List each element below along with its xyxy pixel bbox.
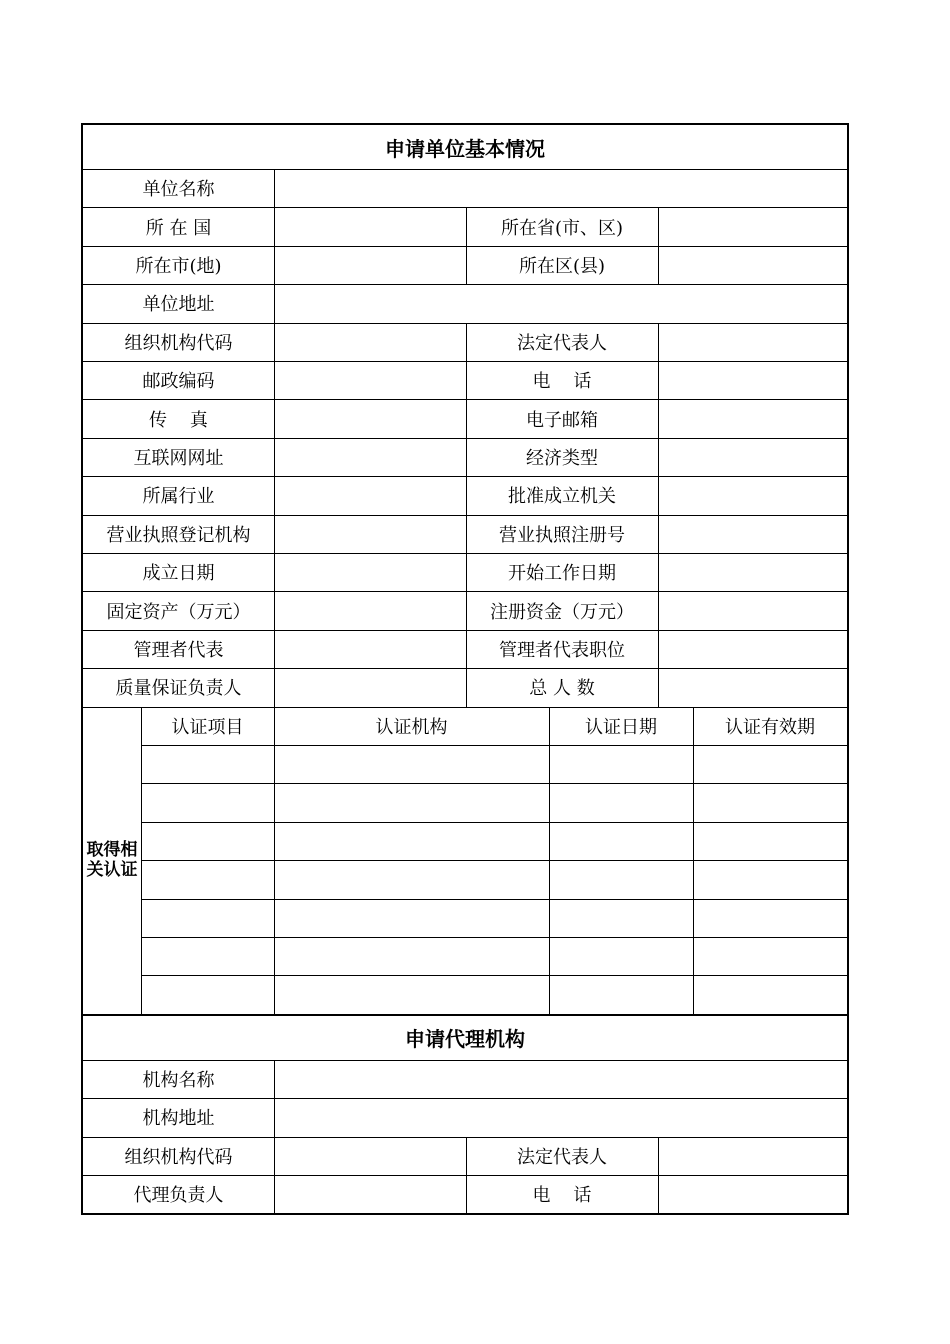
field-label: 质量保证负责人 — [115, 678, 242, 700]
certification-input[interactable] — [275, 783, 549, 821]
field-label: 经济类型 — [526, 447, 598, 469]
input-field[interactable] — [275, 1098, 847, 1136]
certification-input[interactable] — [550, 745, 693, 783]
input-field[interactable] — [659, 246, 847, 284]
input-field[interactable] — [275, 284, 847, 322]
field-label: 组织机构代码 — [124, 1146, 233, 1168]
certification-input[interactable] — [694, 783, 847, 821]
input-field[interactable] — [275, 1060, 847, 1098]
field-label: 总 人 数 — [529, 678, 595, 700]
certification-input[interactable] — [694, 822, 847, 860]
certification-input[interactable] — [550, 783, 693, 821]
certification-header: 认证有效期 — [725, 716, 815, 738]
input-field[interactable] — [659, 323, 847, 361]
input-field[interactable] — [275, 207, 466, 245]
field-label: 电子邮箱 — [526, 409, 598, 431]
certification-input[interactable] — [142, 745, 274, 783]
field-label: 机构名称 — [142, 1069, 215, 1091]
certification-side-label: 取得相关认证 — [86, 840, 138, 881]
input-field[interactable] — [659, 630, 847, 668]
certification-header: 认证机构 — [375, 716, 448, 738]
field-label: 注册资金（万元） — [490, 601, 634, 623]
field-label: 所在市(地) — [135, 255, 222, 277]
field-label: 所在区(县) — [518, 255, 606, 277]
input-field[interactable] — [659, 553, 847, 591]
certification-input[interactable] — [550, 860, 693, 898]
input-field[interactable] — [659, 207, 847, 245]
certification-input[interactable] — [694, 937, 847, 975]
certification-input[interactable] — [142, 975, 274, 1013]
field-label: 所在省(市、区) — [500, 217, 624, 239]
certification-input[interactable] — [275, 899, 549, 937]
field-label: 互联网网址 — [133, 447, 224, 469]
certification-input[interactable] — [275, 975, 549, 1013]
field-label: 成立日期 — [142, 563, 215, 585]
field-label: 机构地址 — [142, 1108, 215, 1130]
certification-input[interactable] — [142, 822, 274, 860]
section-title-agency: 申请代理机构 — [405, 1027, 525, 1052]
field-label: 电 话 — [532, 371, 592, 393]
field-label: 组织机构代码 — [124, 332, 233, 354]
field-label: 批准成立机关 — [508, 486, 616, 508]
field-label: 传 真 — [149, 409, 208, 431]
input-field[interactable] — [659, 399, 847, 437]
certification-input[interactable] — [550, 899, 693, 937]
input-field[interactable] — [275, 1175, 466, 1213]
input-field[interactable] — [275, 169, 847, 207]
field-label: 固定资产（万元） — [106, 601, 251, 623]
field-label: 所 在 国 — [145, 217, 212, 239]
input-field[interactable] — [275, 630, 466, 668]
certification-header: 认证项目 — [171, 716, 244, 738]
certification-input[interactable] — [142, 783, 274, 821]
application-form — [81, 123, 849, 1215]
input-field[interactable] — [659, 668, 847, 706]
input-field[interactable] — [275, 668, 466, 706]
field-label: 单位名称 — [142, 179, 215, 201]
input-field[interactable] — [659, 438, 847, 476]
certification-input[interactable] — [275, 860, 549, 898]
certification-input[interactable] — [694, 745, 847, 783]
field-label: 代理负责人 — [133, 1185, 224, 1207]
input-field[interactable] — [275, 515, 466, 553]
certification-input[interactable] — [550, 822, 693, 860]
field-label: 营业执照登记机构 — [106, 524, 251, 546]
input-field[interactable] — [275, 361, 466, 399]
field-label: 单位地址 — [142, 294, 215, 316]
field-label: 法定代表人 — [517, 1146, 607, 1168]
certification-input[interactable] — [694, 860, 847, 898]
certification-input[interactable] — [275, 745, 549, 783]
certification-input[interactable] — [550, 937, 693, 975]
certification-header: 认证日期 — [585, 716, 657, 738]
field-label: 管理者代表 — [133, 639, 224, 661]
field-label: 所属行业 — [142, 486, 215, 508]
input-field[interactable] — [659, 1137, 847, 1175]
certification-input[interactable] — [275, 937, 549, 975]
input-field[interactable] — [659, 1175, 847, 1213]
certification-input[interactable] — [694, 899, 847, 937]
input-field[interactable] — [275, 438, 466, 476]
input-field[interactable] — [275, 246, 466, 284]
field-label: 管理者代表职位 — [499, 639, 625, 661]
field-label: 法定代表人 — [517, 332, 607, 354]
input-field[interactable] — [659, 515, 847, 553]
certification-input[interactable] — [142, 860, 274, 898]
certification-input[interactable] — [550, 975, 693, 1013]
input-field[interactable] — [659, 361, 847, 399]
field-label: 开始工作日期 — [508, 563, 616, 585]
certification-input[interactable] — [694, 975, 847, 1013]
input-field[interactable] — [275, 323, 466, 361]
input-field[interactable] — [275, 591, 466, 629]
input-field[interactable] — [275, 476, 466, 514]
field-label: 电 话 — [532, 1185, 592, 1207]
input-field[interactable] — [275, 399, 466, 437]
section-title-applicant: 申请单位基本情况 — [385, 136, 545, 161]
input-field[interactable] — [275, 553, 466, 591]
certification-input[interactable] — [142, 937, 274, 975]
field-label: 营业执照注册号 — [499, 524, 625, 546]
certification-input[interactable] — [142, 899, 274, 937]
input-field[interactable] — [275, 1137, 466, 1175]
input-field[interactable] — [659, 591, 847, 629]
certification-input[interactable] — [275, 822, 549, 860]
field-label: 邮政编码 — [142, 371, 215, 393]
input-field[interactable] — [659, 476, 847, 514]
